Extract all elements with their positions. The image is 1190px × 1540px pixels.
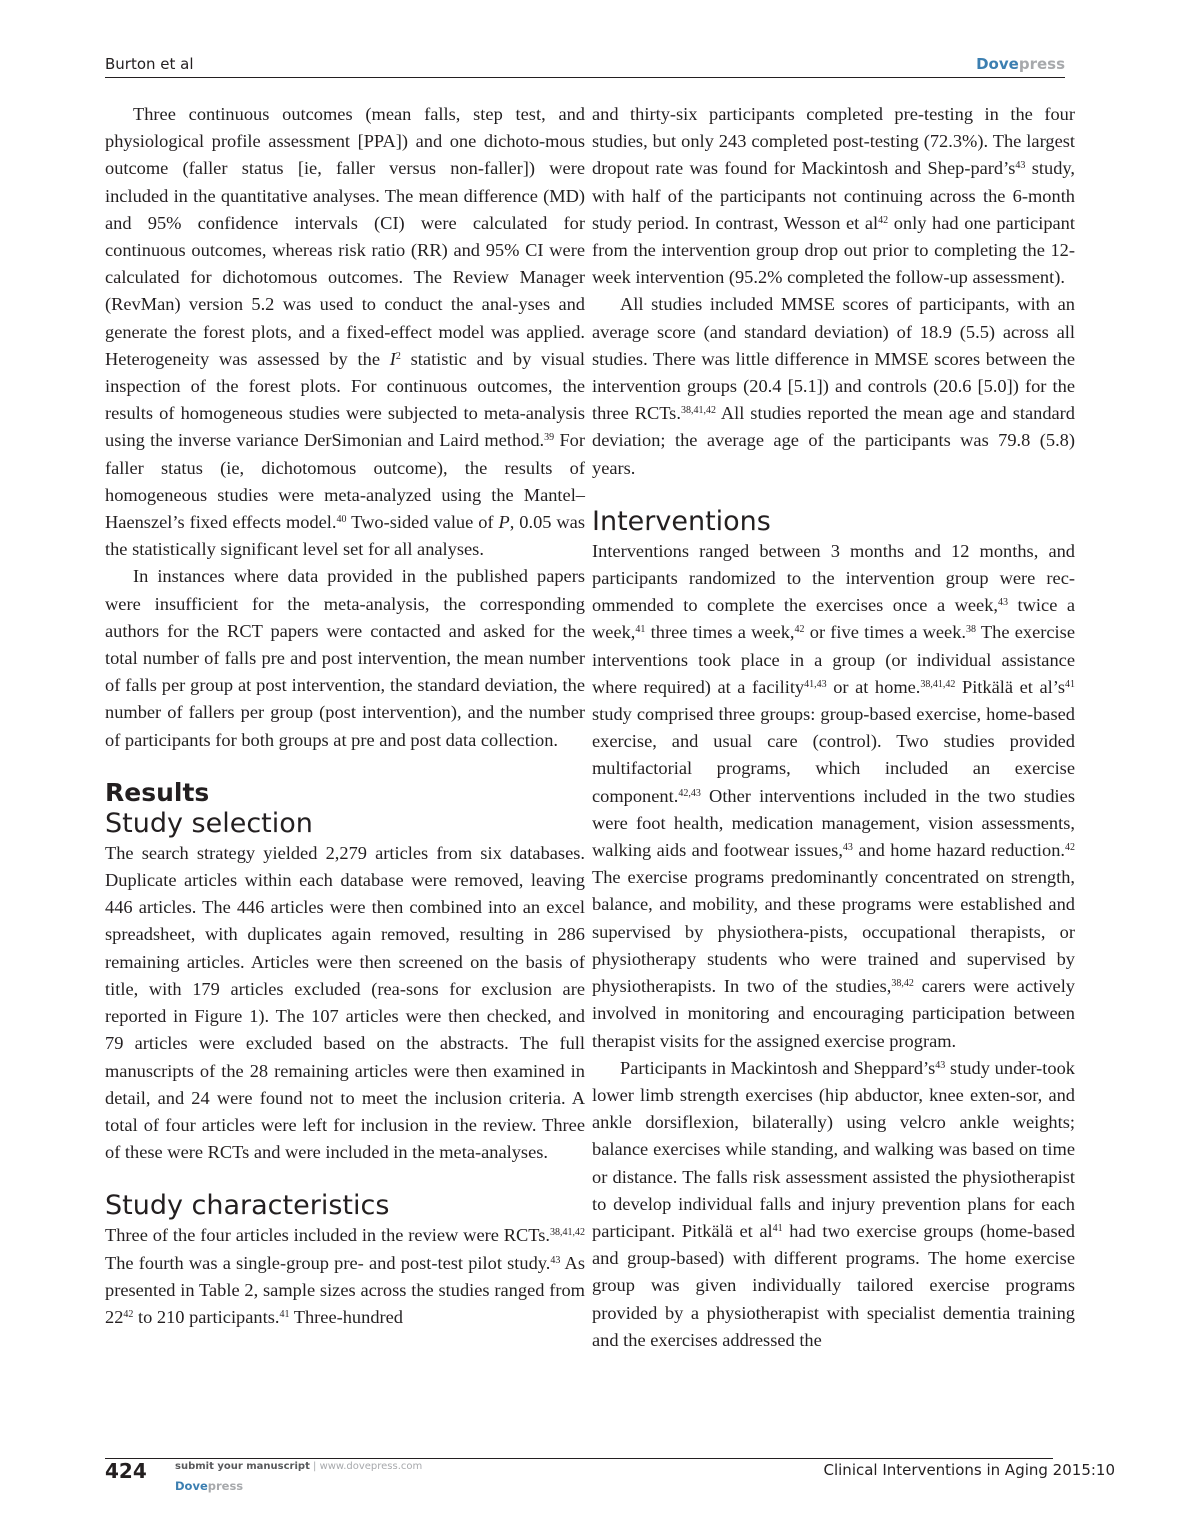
paragraph-interventions: Interventions ranged between 3 months and 12 months, and participants randomized to the intervention group were rec-ommended to complete the exercises once a week,$^{43}$ twice a week,$^{41}$ three times a week,$^{42}$ or five times a week.$^{38}$ The exercise interventions took place in a group (or individual assistance where required) at a facility$^{41,43}$ or at home.$^{38,41,42}$ Pitkälä et $al’s^{41}$ study comprised three groups: group-based exercise, home-based exercise, and usual care (control). Two studies provided multifactorial programs, which included an exercise component.$^{42,43}$ Other interventions included in the two studies were foot health, medication management, vision assessments, walking aids and footwear issues,$^{43}$ and home hazard reduction.$^{42}$ The exercise programs predominantly concentrated on strength, balance, and mobility, and these programs were established and supervised by physiothera-pists, occupational therapists, or physiotherapy students who were trained and supervised by physiotherapists. In two of the studies,$^{38,42}$ carers were actively involved in monitoring and encouraging participation between therapist visits for the assigned exercise program. (592, 540, 1076, 1051)
paragraph-study-selection: The search strategy yielded 2,279 articles from six databases. Duplicate articles within each database were removed, leaving 446 articles. The 446 articles were then combined into an excel spreadsheet, with duplicates again removed, resulting in 286 remaining articles. Articles were then screened on the basis of title, with 179 articles excluded (rea-sons for exclusion are reported in Figure 1). The 107 articles were then checked, and 79 articles were excluded based on the abstracts. The full manuscripts of the 28 remaining articles were then examined in detail, and 24 were found not to meet the inclusion criteria. A total of four articles were left for inclusion in the review. Three of these were RCTs and were included in the meta-analyses. (105, 842, 585, 1163)
results-heading: Results (105, 777, 210, 807)
citation: 42 (1065, 842, 1075, 854)
dovepress-url: www.dovepress.com (319, 1461, 423, 1472)
citation: 43 (998, 597, 1009, 609)
citation: 38,41,42 (680, 405, 716, 417)
citation: 38,41,42 (550, 1227, 585, 1239)
citation: 42 (123, 1308, 134, 1320)
citation: 41,43 (804, 678, 827, 690)
footer-dovepress-logo: Dovepress (175, 1479, 244, 1493)
study-selection-heading: Study selection (105, 807, 313, 839)
citation: 42 (878, 214, 889, 226)
citation: 43 (842, 842, 853, 854)
submit-manuscript-link[interactable]: submit your manuscript | www.dovepress.com (175, 1461, 423, 1472)
citation: 42,43 (678, 787, 701, 799)
paragraph-statistical-analysis: Three continuous outcomes (mean falls, step test, and physiological profile assessment [PPA]) and one dichoto-mous outcome (faller status [ie, faller versus non-faller]) were included in the quantitative analyses. The mean difference (MD) and 95% confidence intervals (CI) were calculated for continuous outcomes, whereas risk ratio (RR) and 95% CI were calculated for dichotomous outcomes. The Review Manager (RevMan) version 5.2 was used to conduct the anal-yses and generate the forest plots, and a fixed-effect model was applied. Heterogeneity was assessed by the $I^2$ statistic and by visual inspection of the forest plots. For continuous outcomes, the results of homogeneous studies were subjected to meta-analysis using the inverse variance DerSimonian and Laird method.$^{39}$ For faller status (ie, dichotomous outcome), the results of homogeneous studies were meta-analyzed using the Mantel–Haenszel’s fixed effects model.$^{40}$ Two-sided value of P, 0.05 was the statistically significant level set for all analyses. (105, 104, 586, 560)
citation: 38,42 (891, 978, 914, 990)
journal-citation: Clinical Interventions in Aging 2015:10 (823, 1461, 1115, 1479)
citation: 41 (772, 1222, 783, 1234)
citation: 43 (1015, 160, 1026, 172)
dovepress-logo: Dovepress (976, 55, 1065, 73)
citation: 42 (794, 624, 805, 636)
running-header (105, 55, 1065, 78)
footer-rule (105, 1458, 1053, 1459)
paragraph-study-characteristics: Three of the four articles included in the review were RCTs.$^{38,41,42}$ The fourth was a single-group pre- and post-test pilot study.$^{43}$ As presented in Table 2, sample sizes across the studies ranged from $22^{42}$ to 210 participants.$^{41}$ Three-hundred (105, 1225, 585, 1327)
citation: 43 (550, 1254, 561, 1266)
right-column (592, 101, 1075, 1354)
citation: 41 (635, 624, 646, 636)
citation: 43 (935, 1059, 946, 1071)
paragraph-data-requests: In instances where data provided in the published papers were insufficient for the meta-analysis, the corresponding authors for the RCT papers were contacted and asked for the total number of falls pre and post intervention, the mean number of falls per group at post intervention, the standard deviation, the number of fallers per group (post intervention), and the number of participants for both groups at pre and post data collection. (105, 566, 585, 750)
citation: 38 (966, 624, 977, 636)
study-characteristics-heading: Study characteristics (105, 1190, 390, 1222)
running-header-authors: Burton et al (105, 55, 194, 73)
citation: 41 (1065, 678, 1075, 690)
citation: 38,41,42 (920, 678, 956, 690)
paragraph-dropout: and thirty-six participants completed pre-testing in the four studies, but only 243 completed post-testing (72.3%). The largest dropout rate was found for Mackintosh and Shep-$pard’s^{43}$ study, with half of the participants not continuing across the 6-month study period. In contrast, Wesson et $al^{42}$ only had one participant from the intervention group drop out prior to completing the 12-week intervention (95.2% completed the follow-up assessment). (592, 104, 1075, 288)
citation: 40 (336, 514, 347, 526)
left-column (105, 101, 585, 1331)
citation: 39 (544, 432, 555, 444)
interventions-heading: Interventions (592, 505, 771, 537)
citation: 41 (279, 1308, 290, 1320)
page-number: 424 (105, 1459, 147, 1483)
paragraph-mmse: All studies included MMSE scores of participants, with an average score (and standard deviation) of 18.9 (5.5) across all studies. There was little difference in MMSE scores between the intervention groups (20.4 [5.1]) and controls (20.6 [5.0]) for the three RCTs.$^{38,41,42}$ All studies reported the mean age and standard deviation; the average age of the participants was 79.8 (5.8) years. (592, 294, 1075, 478)
paragraph-mackintosh-sheppard: Participants in Mackintosh and $Sheppard’s^{43}$ study under-took lower limb strength exercises (hip abductor, knee exten-sor, and ankle dorsiflexion, bilaterally) using velcro ankle weights; balance exercises while standing, and walking was based on time or distance. The falls risk assessment assisted the physiotherapist to develop individual falls and injury prevention plans for each participant. Pitkälä et $al^{41}$ had two exercise groups (home-based and group-based) with different programs. The home exercise group was given individually tailored exercise programs provided by a physiotherapist with specialist dementia training and the exercises addressed the (592, 1057, 1075, 1350)
